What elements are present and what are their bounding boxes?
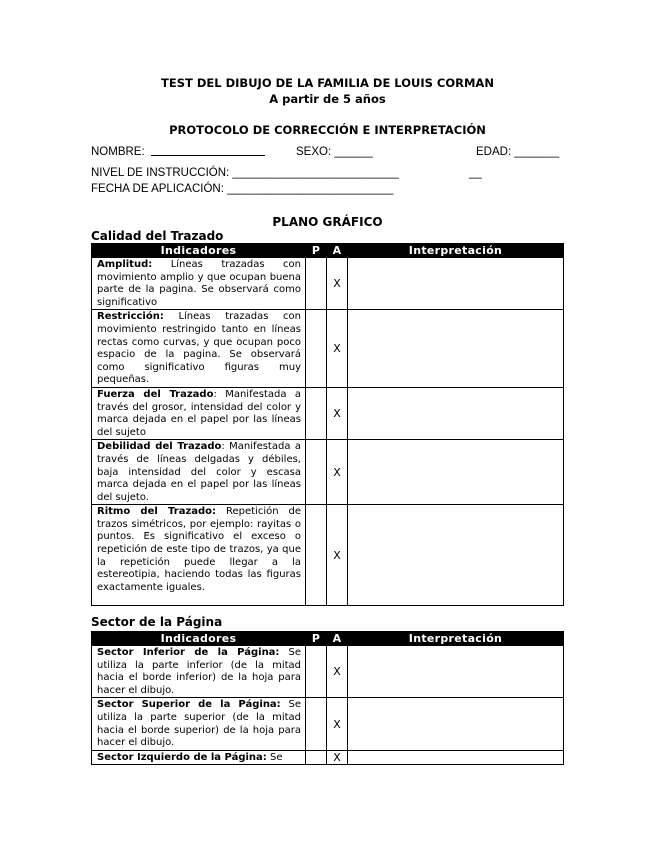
- interpretation-cell: [348, 698, 564, 750]
- test-title: TEST DEL DIBUJO DE LA FAMILIA DE LOUIS CORMAN: [161, 76, 494, 90]
- nombre-underline: [151, 155, 265, 156]
- indicator-term: Fuerza del Trazado: [97, 388, 214, 400]
- table-row: [92, 387, 564, 439]
- nombre-field: [91, 146, 265, 158]
- indicator-term: Debilidad del Trazado: [97, 441, 222, 453]
- indicator-cell: [92, 646, 306, 698]
- p-cell: [306, 505, 327, 606]
- indicator-text: Líneas trazadas con movimiento amplio y que ocupan buena parte de la pagina. Se observará como significativo: [97, 259, 301, 308]
- indicator-text: Líneas trazadas con movimiento restringido tanto en líneas rectas como curvas, y que ocupan poco espacio de la pagina. Se observará como significativo figuras muy pequeñas.: [97, 311, 301, 386]
- indicator-term: Sector Izquierdo de la Página:: [97, 751, 267, 763]
- interpretation-cell: [348, 258, 564, 310]
- interpretation-cell: [348, 310, 564, 388]
- indicator-term: Ritmo del Trazado:: [97, 506, 217, 518]
- indicator-text: : Manifestada a través de líneas delgadas y débiles, baja intensidad del color y escasa marca dejada en el papel por las líneas del sujeto.: [97, 441, 301, 503]
- p-cell: [306, 646, 327, 698]
- indicator-term: Restricción:: [97, 311, 164, 323]
- p-cell: [306, 698, 327, 750]
- interpretation-cell: [348, 387, 564, 439]
- plano-grafico-title: PLANO GRÁFICO: [272, 215, 383, 229]
- a-cell: X: [327, 387, 348, 439]
- indicator-cell: [92, 698, 306, 750]
- indicator-text: Repetición de trazos simétricos, por ejemplo: rayitas o puntos. Es significativo el exceso o repetición de este tipo de trazos, ya que la repetición puede llegar a la estereotipia, haciendo todas las figuras exactamente iguales.: [97, 506, 301, 593]
- blank-dash: __: [469, 167, 482, 179]
- interpretation-cell: [348, 505, 564, 606]
- p-cell: [306, 258, 327, 310]
- table-row: [92, 440, 564, 505]
- interpretation-cell: [348, 646, 564, 698]
- nombre-label: NOMBRE:: [91, 146, 145, 158]
- indicator-cell: [92, 505, 306, 606]
- indicator-cell: [92, 258, 306, 310]
- p-cell: [306, 310, 327, 388]
- header-a: A: [327, 244, 348, 258]
- indicator-text: : Manifestada a través del grosor, intensidad del color y marca dejada en el papel por las líneas del sujeto: [97, 388, 301, 438]
- a-cell: X: [327, 646, 348, 698]
- p-cell: [306, 750, 327, 764]
- a-cell: X: [327, 440, 348, 505]
- p-cell: [306, 387, 327, 439]
- indicator-text: Se utiliza la parte superior (de la mitad hacia el borde superior) de la hoja para hacer el dibujo.: [97, 699, 301, 749]
- table-row: [92, 646, 564, 698]
- header-p: P: [306, 632, 327, 646]
- edad-field: EDAD: _______: [476, 146, 560, 158]
- table-row: [92, 505, 564, 606]
- indicator-term: Amplitud:: [97, 259, 153, 270]
- a-cell: X: [327, 258, 348, 310]
- protocol-title: PROTOCOLO DE CORRECCIÓN E INTERPRETACIÓN: [169, 123, 486, 137]
- header-interpretacion: Interpretación: [348, 244, 564, 258]
- header-interpretacion: Interpretación: [348, 632, 564, 646]
- table-header-row: [92, 244, 564, 258]
- table-row: [92, 258, 564, 310]
- header-p: P: [306, 244, 327, 258]
- header-a: A: [327, 632, 348, 646]
- indicator-cell: [92, 310, 306, 388]
- indicator-cell: [92, 387, 306, 439]
- table-row: [92, 750, 564, 764]
- indicator-term: Sector Superior de la Página:: [97, 699, 281, 711]
- calidad-trazado-title: Calidad del Trazado: [91, 229, 224, 243]
- indicator-term: Sector Inferior de la Página:: [97, 647, 280, 658]
- header-indicadores: Indicadores: [92, 244, 306, 258]
- fecha-aplicacion-field: FECHA DE APLICACIÓN: __________________________: [91, 183, 394, 195]
- interpretation-cell: [348, 440, 564, 505]
- indicator-cell: [92, 440, 306, 505]
- table-row: [92, 310, 564, 388]
- table-row: [92, 698, 564, 750]
- sexo-field: SEXO: ______: [296, 146, 373, 158]
- a-cell: X: [327, 698, 348, 750]
- a-cell: X: [327, 505, 348, 606]
- sector-pagina-title: Sector de la Página: [91, 615, 223, 629]
- calidad-table: [91, 243, 564, 606]
- sector-table: [91, 631, 564, 765]
- age-subtitle: A partir de 5 años: [269, 92, 386, 106]
- indicator-text: Se utiliza la parte inferior (de la mitad hacia el borde inferior) de la hoja para hacer el dibujo.: [97, 647, 301, 696]
- indicator-text: Se: [266, 751, 283, 763]
- interpretation-cell: [348, 750, 564, 764]
- header-indicadores: Indicadores: [92, 632, 306, 646]
- p-cell: [306, 440, 327, 505]
- nivel-instruccion-field: NIVEL DE INSTRUCCIÓN: __________________________: [91, 167, 399, 179]
- indicator-cell: [92, 750, 306, 764]
- a-cell: X: [327, 310, 348, 388]
- a-cell: X: [327, 750, 348, 764]
- table-header-row: [92, 632, 564, 646]
